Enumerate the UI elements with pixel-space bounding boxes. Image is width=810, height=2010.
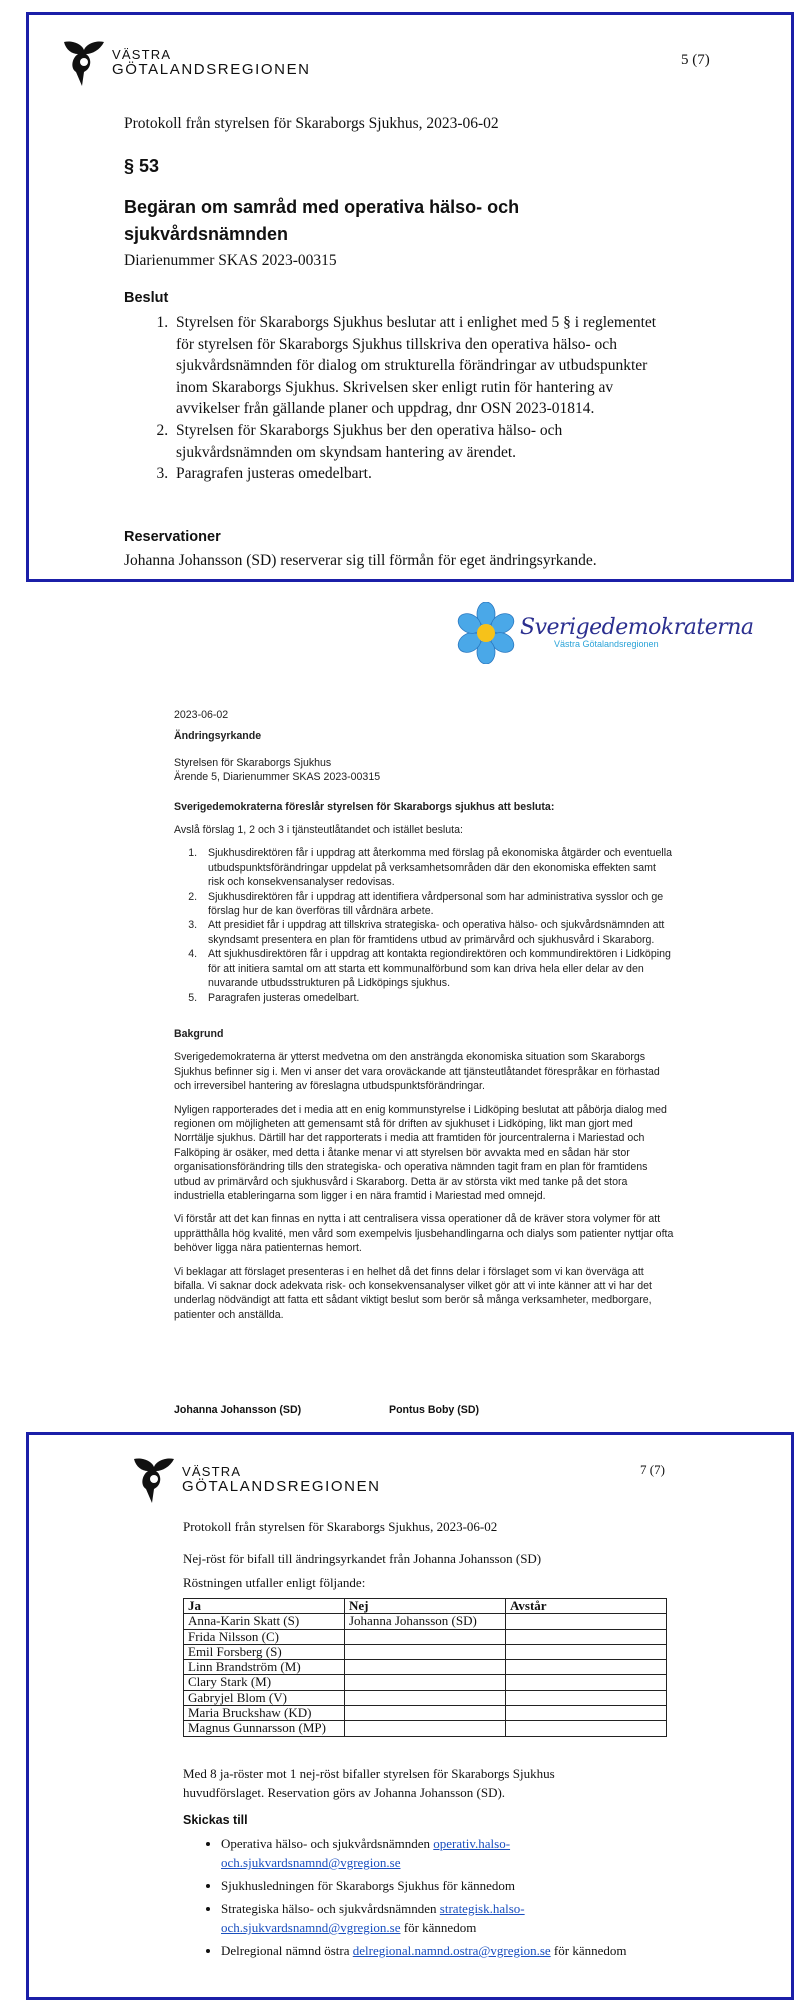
table-cell — [506, 1675, 667, 1690]
table-cell: Linn Brandström (M) — [184, 1660, 345, 1675]
flower-icon — [456, 602, 516, 664]
sd-party-name: Sverigedemokraterna — [520, 615, 754, 640]
background-paragraph: Sverigedemokraterna är ytterst medvetna om den ansträngda ekonomiska situation som Skaraborgs Sjukhus befinner sig i. Men vi anser det vara oroväckande att tjänsteutlåtandet förespråkar en förhastad och irreversibel hantering av föreslagna utbudspunktsförändringar. — [174, 1051, 660, 1093]
vgr-logo — [132, 1455, 381, 1505]
protocol-header: Protokoll från styrelsen för Skaraborgs Sjukhus, 2023-06-02 — [183, 1519, 498, 1534]
recipient-name: Strategiska hälso- och sjukvårdsnämnden — [221, 1901, 437, 1916]
decision-item: 2. Styrelsen för Skaraborgs Sjukhus ber den operativa hälso- och sjukvårdsnämnden om skyndsam hantering av ärendet. — [172, 420, 670, 463]
proposal-item: 5. Paragrafen justeras omedelbart. — [200, 991, 674, 1005]
proposal-heading: Sverigedemokraterna föreslår styrelsen för Skaraborgs sjukhus att besluta: — [174, 800, 555, 813]
page-title: Begäran om samråd med operativa hälso- och sjukvårdsnämnden — [124, 197, 520, 244]
proposal-item: 4. Att sjukhusdirektören får i uppdrag att kontakta regiondirektören och kommundirektören i Lidköping för att initiera samtal om att starta ett kommunalförbund som kan driva hela eller delar av den nuvarande utbudsstrukturen på Lidköpings sjukhus. — [200, 947, 674, 990]
table-cell: Clary Stark (M) — [184, 1675, 345, 1690]
table-cell — [345, 1721, 506, 1736]
send-to-item — [221, 1899, 661, 1937]
decision-heading: Beslut — [124, 290, 169, 306]
table-cell — [345, 1690, 506, 1705]
table-cell: Anna-Karin Skatt (S) — [184, 1614, 345, 1629]
send-to-item — [221, 1876, 661, 1895]
page-number: 7 (7) — [640, 1462, 665, 1477]
diary-number: Diarienummer SKAS 2023-00315 — [124, 252, 337, 269]
table-cell: Frida Nilsson (C) — [184, 1629, 345, 1644]
background-heading: Bakgrund — [174, 1027, 224, 1040]
table-cell — [345, 1706, 506, 1721]
reservation-text: Johanna Johansson (SD) reserverar sig till förmån för eget ändringsyrkande. — [124, 552, 597, 569]
background-paragraph: Vi förstår att det kan finnas en nytta i att centralisera vissa operationer då de kräver stora volymer för att upprätthålla hög kvalité, men vård som exempelvis ljusbehandlingarna och dialys som patienter nyttjar ofta behöver ligga nära patienternas hemort. — [174, 1213, 674, 1255]
recipient-suffix: för kännedom — [553, 1943, 627, 1958]
column-header-avstar: Avstår — [506, 1599, 667, 1614]
logo-line-2: GÖTALANDSREGIONEN — [182, 1477, 381, 1495]
doc-type: Ändringsyrkande — [174, 730, 262, 743]
reservations-heading: Reservationer — [124, 529, 221, 545]
table-cell — [506, 1629, 667, 1644]
table-cell — [506, 1660, 667, 1675]
table-cell: Emil Forsberg (S) — [184, 1644, 345, 1659]
recipient-email-link[interactable]: strategisk.halso-och.sjukvardsnamnd@vgregion.se — [221, 1901, 525, 1935]
table-row — [184, 1721, 667, 1736]
vote-outcome: Med 8 ja-röster mot 1 nej-röst bifaller styrelsen för Skaraborgs Sjukhus huvudförslaget. Reservation görs av Johanna Johansson (SD). — [183, 1766, 555, 1800]
table-cell: Magnus Gunnarsson (MP) — [184, 1721, 345, 1736]
proposal-item: 2. Sjukhusdirektören får i uppdrag att identifiera vårdpersonal som har administrativa sysslor och ge förslag hur de kan överföras till vårdnära arbete. — [200, 890, 674, 919]
vgr-logo — [62, 38, 311, 88]
proposal-item: 1. Sjukhusdirektören får i uppdrag att återkomma med förslag på ekonomiska åtgärder och eventuella utbudspunktsförändringar uppdelat på verksamhetsområden där den ekonomiska effekten samt risk och konsekvensanalyser redovisas. — [200, 846, 674, 889]
table-cell — [345, 1629, 506, 1644]
table-cell: Gabryjel Blom (V) — [184, 1690, 345, 1705]
recipient-name: Operativa hälso- och sjukvårdsnämnden — [221, 1836, 431, 1851]
recipient-email-link[interactable]: operativ.halso-och.sjukvardsnamnd@vgregion.se — [221, 1836, 511, 1870]
amendment-document — [174, 708, 674, 1322]
vote-table — [183, 1598, 667, 1737]
proposal-item: 3. Att presidiet får i uppdrag att tillskriva strategiska- och operativa hälso- och sjukvårdsnämnden att skyndsamt presentera en plan för framtidens utbud av primärvård och sjukhusvård i Skaraborg. — [200, 918, 674, 947]
vote-result-intro: Röstningen utfaller enligt följande: — [183, 1575, 366, 1590]
table-row — [184, 1629, 667, 1644]
table-cell: Johanna Johansson (SD) — [345, 1614, 506, 1629]
protocol-header: Protokoll från styrelsen för Skaraborgs Sjukhus, 2023-06-02 — [124, 115, 499, 132]
table-cell — [345, 1644, 506, 1659]
doc-date: 2023-06-02 — [174, 709, 229, 721]
decision-item: 3. Paragrafen justeras omedelbart. — [172, 463, 670, 485]
sd-logo — [456, 602, 754, 664]
table-cell — [345, 1675, 506, 1690]
table-cell — [506, 1721, 667, 1736]
page-number: 5 (7) — [681, 52, 710, 68]
table-cell — [506, 1614, 667, 1629]
table-row — [184, 1660, 667, 1675]
sd-region: Västra Götalandsregionen — [554, 639, 659, 649]
recipient-suffix: för kännedom — [403, 1920, 477, 1935]
table-cell: Maria Bruckshaw (KD) — [184, 1706, 345, 1721]
table-cell — [506, 1690, 667, 1705]
background-paragraph: Nyligen rapporterades det i media att en enig kommunstyrelse i Lidköping beslutat att påbörja dialog med regionen om möjligheten att gemensamt stå för driften av sjukhuset i Lidköping, likt man gjort med Norrtälje sjukhus. Därtill har det rapporterats i media att framtiden för jourcentralerna i Mariestad och Falköping är osäker, med detta i åtanke menar vi att styrelsen bör avvakta med en sådan här stor organisationsförändring tills den strategiska- och operativa nämnden tagit fram en plan för framtidens utbud av primärvård och sjukhusvård i Skaraborg. Detta är av största vikt med tanke på det stora industriella etableringarna som ligger i en nära framtid i Mariestad med omnejd. — [174, 1103, 667, 1202]
table-row — [184, 1690, 667, 1705]
table-row — [184, 1675, 667, 1690]
logo-line-1: VÄSTRA — [182, 1464, 242, 1480]
send-to-list — [183, 1834, 661, 1964]
table-cell — [506, 1706, 667, 1721]
signature: Pontus Boby (SD) — [389, 1404, 480, 1416]
vgr-emblem-icon — [132, 1455, 176, 1505]
vote-question: Nej-röst för bifall till ändringsyrkandet från Johanna Johansson (SD) — [183, 1551, 542, 1566]
paragraph-number: § 53 — [124, 156, 160, 176]
table-row — [184, 1614, 667, 1629]
table-cell — [506, 1644, 667, 1659]
column-header-nej: Nej — [345, 1599, 506, 1614]
doc-case: Ärende 5, Diarienummer SKAS 2023-00315 — [174, 771, 381, 784]
send-to-heading: Skickas till — [183, 1813, 248, 1827]
table-row — [184, 1644, 667, 1659]
send-to-item — [221, 1941, 661, 1960]
logo-line-1: VÄSTRA — [112, 47, 172, 63]
send-to-item — [221, 1834, 661, 1872]
decision-list — [150, 312, 670, 485]
decision-item: 1. Styrelsen för Skaraborgs Sjukhus beslutar att i enlighet med 5 § i reglementet för styrelsen för Skaraborgs Sjukhus tillskriva den operativa hälso- och sjukvårdsnämnden för dialog om strukturella förändringar av utbudspunkter inom Skaraborgs Sjukhus. Skrivelsen sker enligt rutin för hantering av avvikelser från gällande planer och uppdrag, dnr OSN 2023-01814. — [172, 312, 670, 420]
table-cell — [345, 1660, 506, 1675]
proposal-intro: Avslå förslag 1, 2 och 3 i tjänsteutlåtandet och istället besluta: — [174, 824, 463, 837]
column-header-ja: Ja — [184, 1599, 345, 1614]
background-paragraph: Vi beklagar att förslaget presenteras i en helhet då det finns delar i förslaget som vi kan överväga att bifalla. Vi saknar dock adekvata risk- och konsekvensanalyser vilket gör att vi inte känner att vi har det underlag nödvändigt att fatta ett sådant viktigt beslut som berör så många verksamheter, medborgare, patienter och anställda. — [174, 1265, 652, 1321]
table-header-row — [184, 1599, 667, 1614]
recipient-email-link[interactable]: delregional.namnd.ostra@vgregion.se — [352, 1943, 551, 1958]
recipient-name: Delregional nämnd östra — [221, 1943, 350, 1958]
vgr-emblem-icon — [62, 38, 106, 88]
proposal-list — [174, 846, 674, 1004]
recipient-name: Sjukhusledningen för Skaraborgs Sjukhus för kännedom — [221, 1878, 516, 1893]
logo-line-2: GÖTALANDSREGIONEN — [112, 60, 311, 78]
doc-recipient: Styrelsen för Skaraborgs Sjukhus — [174, 756, 332, 769]
table-row — [184, 1706, 667, 1721]
signature: Johanna Johansson (SD) — [174, 1404, 302, 1416]
